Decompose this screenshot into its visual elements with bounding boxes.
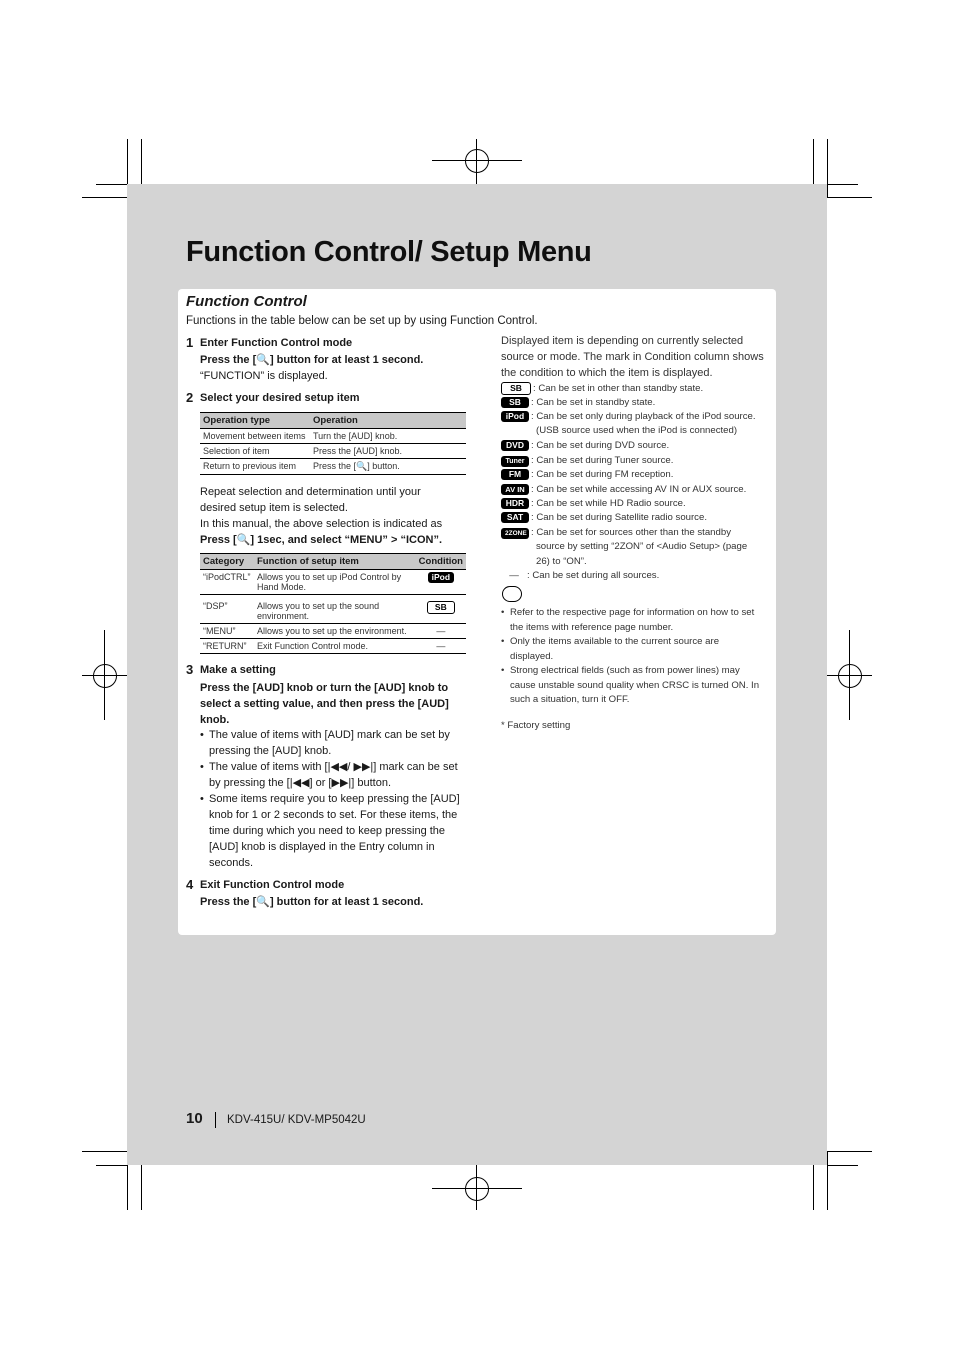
condition-text: (USB source used when the iPod is connected) xyxy=(536,425,738,436)
condition-row xyxy=(536,555,587,569)
crop-mark xyxy=(813,139,814,184)
table-cell: Allows you to set up the environment. xyxy=(254,624,416,639)
condition-text: source by setting “2ZON” of <Audio Setup> (page xyxy=(536,541,748,552)
table-cell: Press the [AUD] knob. xyxy=(310,444,466,459)
intro-text: Functions in the table below can be set up by using Function Control. xyxy=(186,315,538,327)
table-cell: Return to previous item xyxy=(200,459,310,475)
crop-mark xyxy=(827,184,858,185)
registration-circle xyxy=(465,149,489,173)
registration-circle xyxy=(465,1177,489,1201)
step-instruction: Press the [🔍] button for at least 1 second. xyxy=(200,354,424,366)
table-cell: Exit Function Control mode. xyxy=(254,639,416,654)
condition-badge: SAT xyxy=(501,512,529,523)
condition-row xyxy=(501,569,659,583)
condition-badge: DVD xyxy=(501,440,529,451)
condition-text: : Can be set while accessing AV IN or AUX source. xyxy=(531,484,747,495)
table-cell: “MENU” xyxy=(200,624,254,639)
condition-text: : Can be set during Satellite radio source. xyxy=(531,512,707,523)
footer-divider xyxy=(215,1112,216,1128)
condition-row xyxy=(501,396,655,410)
condition-badge: SB xyxy=(501,382,531,395)
step-instruction: Press the [🔍] button for at least 1 second. xyxy=(200,896,424,908)
condition-badge: HDR xyxy=(501,498,529,509)
condition-row xyxy=(501,382,703,396)
step-number: 1 xyxy=(186,335,194,350)
table-row xyxy=(200,595,466,624)
condition-text: : Can be set in standby state. xyxy=(531,397,656,408)
condition-text: : Can be set during Tuner source. xyxy=(531,455,674,466)
crop-mark xyxy=(813,1165,814,1210)
text-line: In this manual, the above selection is indicated as xyxy=(200,518,443,530)
crop-mark xyxy=(96,184,127,185)
text-line: Press [🔍] 1sec, and select “MENU” > “ICON”. xyxy=(200,534,443,546)
list-item: • Strong electrical fields (such as from power lines) may cause unstable sound quality when CRSC is turned ON. In such a situation, turn it OFF. xyxy=(510,664,763,708)
list-item: • The value of items with [AUD] mark can be set by pressing the [AUD] knob. xyxy=(209,727,466,759)
condition-badge: AV IN xyxy=(501,484,529,495)
table-cell xyxy=(416,570,466,595)
table-cell: Allows you to set up iPod Control by Hand Mode. xyxy=(254,570,416,595)
table-header: Function of setup item xyxy=(254,554,416,570)
condition-text: : Can be set only during playback of the iPod source. xyxy=(531,411,756,422)
condition-row xyxy=(536,540,747,554)
condition-badge: 2ZONE xyxy=(501,528,529,539)
crop-mark xyxy=(827,1151,872,1152)
step-instruction: Press the [AUD] knob or turn the [AUD] knob to select a setting value, and then press the [AUD] knob. xyxy=(200,682,449,726)
condition-row xyxy=(536,424,737,438)
condition-text: : Can be set in other than standby state. xyxy=(533,383,704,394)
step-note: “FUNCTION” is displayed. xyxy=(200,370,328,382)
crop-mark xyxy=(82,1151,127,1152)
step-heading: Select your desired setup item xyxy=(200,392,360,404)
table-row xyxy=(200,459,466,475)
list-item: • Refer to the respective page for information on how to set the items with reference page number. xyxy=(510,606,763,635)
condition-row xyxy=(501,410,756,424)
condition-row xyxy=(501,439,669,453)
registration-circle xyxy=(93,664,117,688)
table-cell: — xyxy=(416,624,466,639)
table-header: Condition xyxy=(416,554,466,570)
condition-text: : Can be set during FM reception. xyxy=(531,469,674,480)
step-heading: Exit Function Control mode xyxy=(200,879,345,891)
table-header: Operation xyxy=(310,413,466,429)
table-cell: “iPodCTRL” xyxy=(200,570,254,595)
category-table xyxy=(200,553,466,654)
section-title: Function Control xyxy=(186,293,307,310)
list-item: • Only the items available to the current source are displayed. xyxy=(510,635,763,664)
memo-icon xyxy=(502,586,522,602)
table-cell: Turn the [AUD] knob. xyxy=(310,429,466,444)
table-row xyxy=(200,429,466,444)
table-cell: Press the [🔍] button. xyxy=(310,459,466,475)
registration-circle xyxy=(838,664,862,688)
text-line: Repeat selection and determination until your xyxy=(200,486,421,498)
condition-text: 26) to “ON”. xyxy=(536,556,587,567)
page-number: 10 xyxy=(186,1110,203,1127)
table-header: Operation type xyxy=(200,413,310,429)
condition-badge: Tuner xyxy=(501,456,529,467)
condition-row xyxy=(501,526,731,540)
table-cell xyxy=(416,595,466,624)
page-title: Function Control/ Setup Menu xyxy=(186,236,592,268)
operation-table xyxy=(200,412,466,475)
crop-mark xyxy=(141,1165,142,1210)
condition-row xyxy=(501,497,686,511)
list-item: • Some items require you to keep pressing the [AUD] knob for 1 or 2 seconds to set. For these items, the time during which you need to keep pressing the [AUD] knob is displayed in the Entry column in seconds. xyxy=(209,791,466,871)
crop-mark xyxy=(141,139,142,184)
crop-mark xyxy=(82,197,127,198)
condition-text: : Can be set while HD Radio source. xyxy=(531,498,686,509)
conditions-intro: Displayed item is depending on currently selected source or mode. The mark in Condition column shows the condition to which the item is displayed. xyxy=(501,335,764,379)
condition-row xyxy=(501,511,707,525)
factory-setting-note: * Factory setting xyxy=(501,720,571,731)
condition-row xyxy=(501,454,673,468)
table-row xyxy=(200,444,466,459)
table-cell: Selection of item xyxy=(200,444,310,459)
table-row xyxy=(200,624,466,639)
table-cell: “DSP” xyxy=(200,595,254,624)
table-cell: — xyxy=(416,639,466,654)
text-line: desired setup item is selected. xyxy=(200,502,348,514)
step-number: 4 xyxy=(186,877,194,892)
condition-text: : Can be set during DVD source. xyxy=(531,440,670,451)
table-row xyxy=(200,639,466,654)
notes-list xyxy=(501,606,763,708)
crop-mark xyxy=(827,197,872,198)
condition-badge: SB xyxy=(427,601,455,614)
crop-mark xyxy=(827,139,828,198)
repeat-text xyxy=(200,484,470,548)
table-header: Category xyxy=(200,554,254,570)
condition-badge: FM xyxy=(501,469,529,480)
step-number: 3 xyxy=(186,662,194,677)
step-heading: Enter Function Control mode xyxy=(200,337,353,349)
condition-dash: — xyxy=(509,570,519,581)
step3-bullets xyxy=(200,727,466,871)
condition-text: : Can be set during all sources. xyxy=(527,570,660,581)
crop-mark xyxy=(827,1151,828,1210)
model-name: KDV-415U/ KDV-MP5042U xyxy=(227,1114,366,1126)
list-item: • The value of items with [|◀◀/ ▶▶|] mark can be set by pressing the [|◀◀] or [▶▶|] button. xyxy=(209,759,466,791)
table-cell: “RETURN” xyxy=(200,639,254,654)
table-cell: Allows you to set up the sound environment. xyxy=(254,595,416,624)
condition-row xyxy=(501,483,746,497)
crop-mark xyxy=(96,1165,127,1166)
crop-mark xyxy=(827,1165,858,1166)
step-number: 2 xyxy=(186,390,194,405)
condition-badge: iPod xyxy=(428,572,454,583)
condition-badge: iPod xyxy=(501,411,529,422)
condition-row xyxy=(501,468,673,482)
condition-badge: SB xyxy=(501,397,529,408)
step-heading: Make a setting xyxy=(200,664,276,676)
table-cell: Movement between items xyxy=(200,429,310,444)
condition-text: : Can be set for sources other than the standby xyxy=(531,527,731,538)
table-row xyxy=(200,570,466,595)
